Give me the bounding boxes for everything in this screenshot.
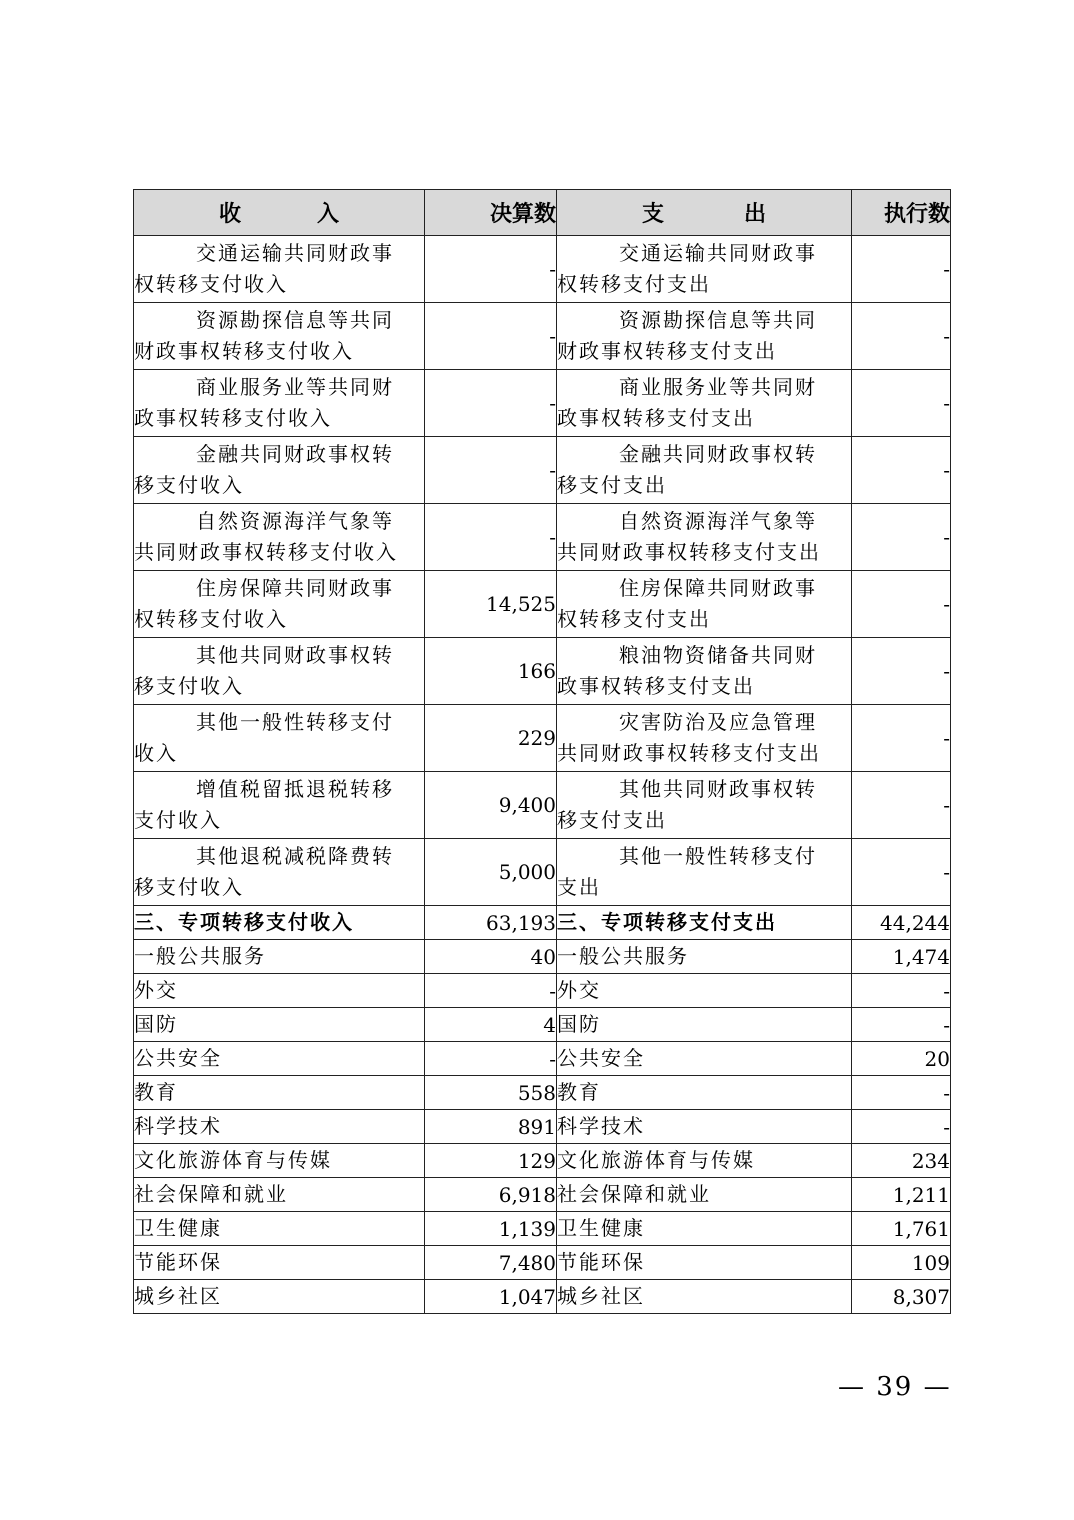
table-row <box>134 571 951 638</box>
expense-value: - <box>852 370 951 437</box>
income-value: - <box>425 504 557 571</box>
expense-value: - <box>852 303 951 370</box>
table-row <box>134 772 951 839</box>
income-label-line1: 增值税留抵退税转移 <box>196 777 394 801</box>
expense-label-line2: 权转移支付支出 <box>557 607 711 631</box>
expense-value: - <box>852 236 951 303</box>
income-label-line2: 移支付收入 <box>134 473 244 497</box>
table-row <box>134 1178 951 1212</box>
table-row <box>134 504 951 571</box>
table-row <box>134 940 951 974</box>
expense-label-cell <box>557 772 852 839</box>
section-row <box>134 906 951 940</box>
income-value: 558 <box>425 1076 557 1110</box>
income-value: 7,480 <box>425 1246 557 1280</box>
income-value: - <box>425 437 557 504</box>
income-label-cell <box>134 303 425 370</box>
expense-value: 1,761 <box>852 1212 951 1246</box>
income-label-line2: 权转移支付收入 <box>134 607 288 631</box>
table-row <box>134 437 951 504</box>
expense-value: 109 <box>852 1246 951 1280</box>
expense-label-line1: 其他共同财政事权转 <box>619 777 817 801</box>
expense-category-label: 卫生健康 <box>557 1212 852 1246</box>
section-income-value: 63,193 <box>425 906 557 940</box>
table-row <box>134 974 951 1008</box>
expense-label-line1: 资源勘探信息等共同 <box>619 308 817 332</box>
expense-category-label: 教育 <box>557 1076 852 1110</box>
header-row <box>134 190 951 236</box>
table-row <box>134 705 951 772</box>
table-row <box>134 1212 951 1246</box>
income-label-line1: 住房保障共同财政事 <box>196 576 394 600</box>
expense-category-label: 城乡社区 <box>557 1280 852 1314</box>
expense-label-cell <box>557 839 852 906</box>
income-label-cell <box>134 437 425 504</box>
income-category-label: 外交 <box>134 974 425 1008</box>
income-category-label: 卫生健康 <box>134 1212 425 1246</box>
income-value: 891 <box>425 1110 557 1144</box>
income-label-cell <box>134 571 425 638</box>
expense-value: 1,474 <box>852 940 951 974</box>
expense-label-line2: 政事权转移支付支出 <box>557 406 755 430</box>
expense-category-label: 一般公共服务 <box>557 940 852 974</box>
expense-label-line2: 共同财政事权转移支付支出 <box>557 741 821 765</box>
expense-category-label: 节能环保 <box>557 1246 852 1280</box>
section-expense-value: 44,244 <box>852 906 951 940</box>
expense-value: 234 <box>852 1144 951 1178</box>
income-label-cell <box>134 370 425 437</box>
expense-label-line1: 金融共同财政事权转 <box>619 442 817 466</box>
expense-label-line2: 支出 <box>557 875 601 899</box>
income-value: 9,400 <box>425 772 557 839</box>
income-value: 40 <box>425 940 557 974</box>
expense-category-label: 外交 <box>557 974 852 1008</box>
table-row <box>134 1110 951 1144</box>
income-label-line1: 商业服务业等共同财 <box>196 375 394 399</box>
income-value: 229 <box>425 705 557 772</box>
income-label-line1: 资源勘探信息等共同 <box>196 308 394 332</box>
expense-value: 8,307 <box>852 1280 951 1314</box>
header-settled: 决算数 <box>425 190 557 236</box>
income-category-label: 科学技术 <box>134 1110 425 1144</box>
table-row <box>134 303 951 370</box>
expense-category-label: 科学技术 <box>557 1110 852 1144</box>
income-category-label: 国防 <box>134 1008 425 1042</box>
table-row <box>134 839 951 906</box>
income-label-cell <box>134 839 425 906</box>
income-label-line2: 权转移支付收入 <box>134 272 288 296</box>
expense-label-cell <box>557 437 852 504</box>
expense-label-line1: 其他一般性转移支付 <box>619 844 817 868</box>
income-label-line2: 共同财政事权转移支付收入 <box>134 540 398 564</box>
income-value: 6,918 <box>425 1178 557 1212</box>
income-value: 1,047 <box>425 1280 557 1314</box>
income-value: - <box>425 303 557 370</box>
expense-label-cell <box>557 638 852 705</box>
income-value: 4 <box>425 1008 557 1042</box>
expense-value: - <box>852 1076 951 1110</box>
expense-label-line1: 商业服务业等共同财 <box>619 375 817 399</box>
expense-value: 1,211 <box>852 1178 951 1212</box>
income-category-label: 教育 <box>134 1076 425 1110</box>
header-income-char1: 收 <box>219 202 242 227</box>
expense-category-label: 国防 <box>557 1008 852 1042</box>
expense-label-line2: 财政事权转移支付支出 <box>557 339 777 363</box>
income-value: 14,525 <box>425 571 557 638</box>
expense-label-line2: 移支付支出 <box>557 473 667 497</box>
expense-value: - <box>852 1008 951 1042</box>
expense-label-line2: 权转移支付支出 <box>557 272 711 296</box>
expense-value: - <box>852 1110 951 1144</box>
expense-label-cell <box>557 370 852 437</box>
income-label-line1: 金融共同财政事权转 <box>196 442 394 466</box>
expense-value: - <box>852 504 951 571</box>
income-value: - <box>425 1042 557 1076</box>
income-label-cell <box>134 504 425 571</box>
header-expense-char1: 支 <box>642 202 665 227</box>
income-label-line2: 支付收入 <box>134 808 222 832</box>
expense-label-cell <box>557 303 852 370</box>
income-category-label: 文化旅游体育与传媒 <box>134 1144 425 1178</box>
expense-label-cell <box>557 236 852 303</box>
header-income <box>134 190 425 236</box>
income-value: 5,000 <box>425 839 557 906</box>
section-income-label: 三、专项转移支付收入 <box>134 906 425 940</box>
expense-label-line2: 移支付支出 <box>557 808 667 832</box>
header-expense-char2: 出 <box>743 202 766 227</box>
expense-value: - <box>852 638 951 705</box>
expense-label-line2: 共同财政事权转移支付支出 <box>557 540 821 564</box>
table-body <box>134 236 951 1314</box>
income-value: 166 <box>425 638 557 705</box>
income-value: 129 <box>425 1144 557 1178</box>
income-value: 1,139 <box>425 1212 557 1246</box>
income-label-line2: 移支付收入 <box>134 674 244 698</box>
table-row <box>134 370 951 437</box>
table-row <box>134 638 951 705</box>
expense-value: - <box>852 571 951 638</box>
section-expense-label: 三、专项转移支付支出 <box>557 906 852 940</box>
income-label-line1: 其他退税减税降费转 <box>196 844 394 868</box>
header-income-char2: 入 <box>316 202 339 227</box>
expense-value: - <box>852 974 951 1008</box>
expense-category-label: 文化旅游体育与传媒 <box>557 1144 852 1178</box>
expense-value: - <box>852 437 951 504</box>
expense-label-line1: 交通运输共同财政事 <box>619 241 817 265</box>
income-label-cell <box>134 772 425 839</box>
table-row <box>134 1042 951 1076</box>
expense-label-cell <box>557 504 852 571</box>
expense-category-label: 公共安全 <box>557 1042 852 1076</box>
income-category-label: 节能环保 <box>134 1246 425 1280</box>
income-label-cell <box>134 236 425 303</box>
income-value: - <box>425 370 557 437</box>
income-label-line2: 移支付收入 <box>134 875 244 899</box>
table-row <box>134 1144 951 1178</box>
expense-label-line2: 政事权转移支付支出 <box>557 674 755 698</box>
expense-label-line1: 灾害防治及应急管理 <box>619 710 817 734</box>
income-value: - <box>425 974 557 1008</box>
budget-table <box>133 189 951 1314</box>
income-label-cell <box>134 705 425 772</box>
income-label-line1: 自然资源海洋气象等 <box>196 509 394 533</box>
header-expense <box>557 190 852 236</box>
income-category-label: 公共安全 <box>134 1042 425 1076</box>
expense-category-label: 社会保障和就业 <box>557 1178 852 1212</box>
table-row <box>134 1246 951 1280</box>
expense-label-line1: 粮油物资储备共同财 <box>619 643 817 667</box>
table-row <box>134 236 951 303</box>
income-label-cell <box>134 638 425 705</box>
expense-value: 20 <box>852 1042 951 1076</box>
table-row <box>134 1280 951 1314</box>
income-value: - <box>425 236 557 303</box>
table-row <box>134 1008 951 1042</box>
income-label-line1: 其他共同财政事权转 <box>196 643 394 667</box>
expense-label-cell <box>557 705 852 772</box>
income-category-label: 城乡社区 <box>134 1280 425 1314</box>
income-category-label: 社会保障和就业 <box>134 1178 425 1212</box>
page-number: — 39 — <box>838 1372 952 1402</box>
expense-value: - <box>852 839 951 906</box>
expense-label-cell <box>557 571 852 638</box>
expense-label-line1: 住房保障共同财政事 <box>619 576 817 600</box>
income-category-label: 一般公共服务 <box>134 940 425 974</box>
income-label-line1: 交通运输共同财政事 <box>196 241 394 265</box>
header-executed: 执行数 <box>852 190 951 236</box>
income-label-line2: 政事权转移支付收入 <box>134 406 332 430</box>
expense-label-line1: 自然资源海洋气象等 <box>619 509 817 533</box>
expense-value: - <box>852 772 951 839</box>
income-label-line1: 其他一般性转移支付 <box>196 710 394 734</box>
income-label-line2: 收入 <box>134 741 178 765</box>
income-label-line2: 财政事权转移支付收入 <box>134 339 354 363</box>
expense-value: - <box>852 705 951 772</box>
table-row <box>134 1076 951 1110</box>
